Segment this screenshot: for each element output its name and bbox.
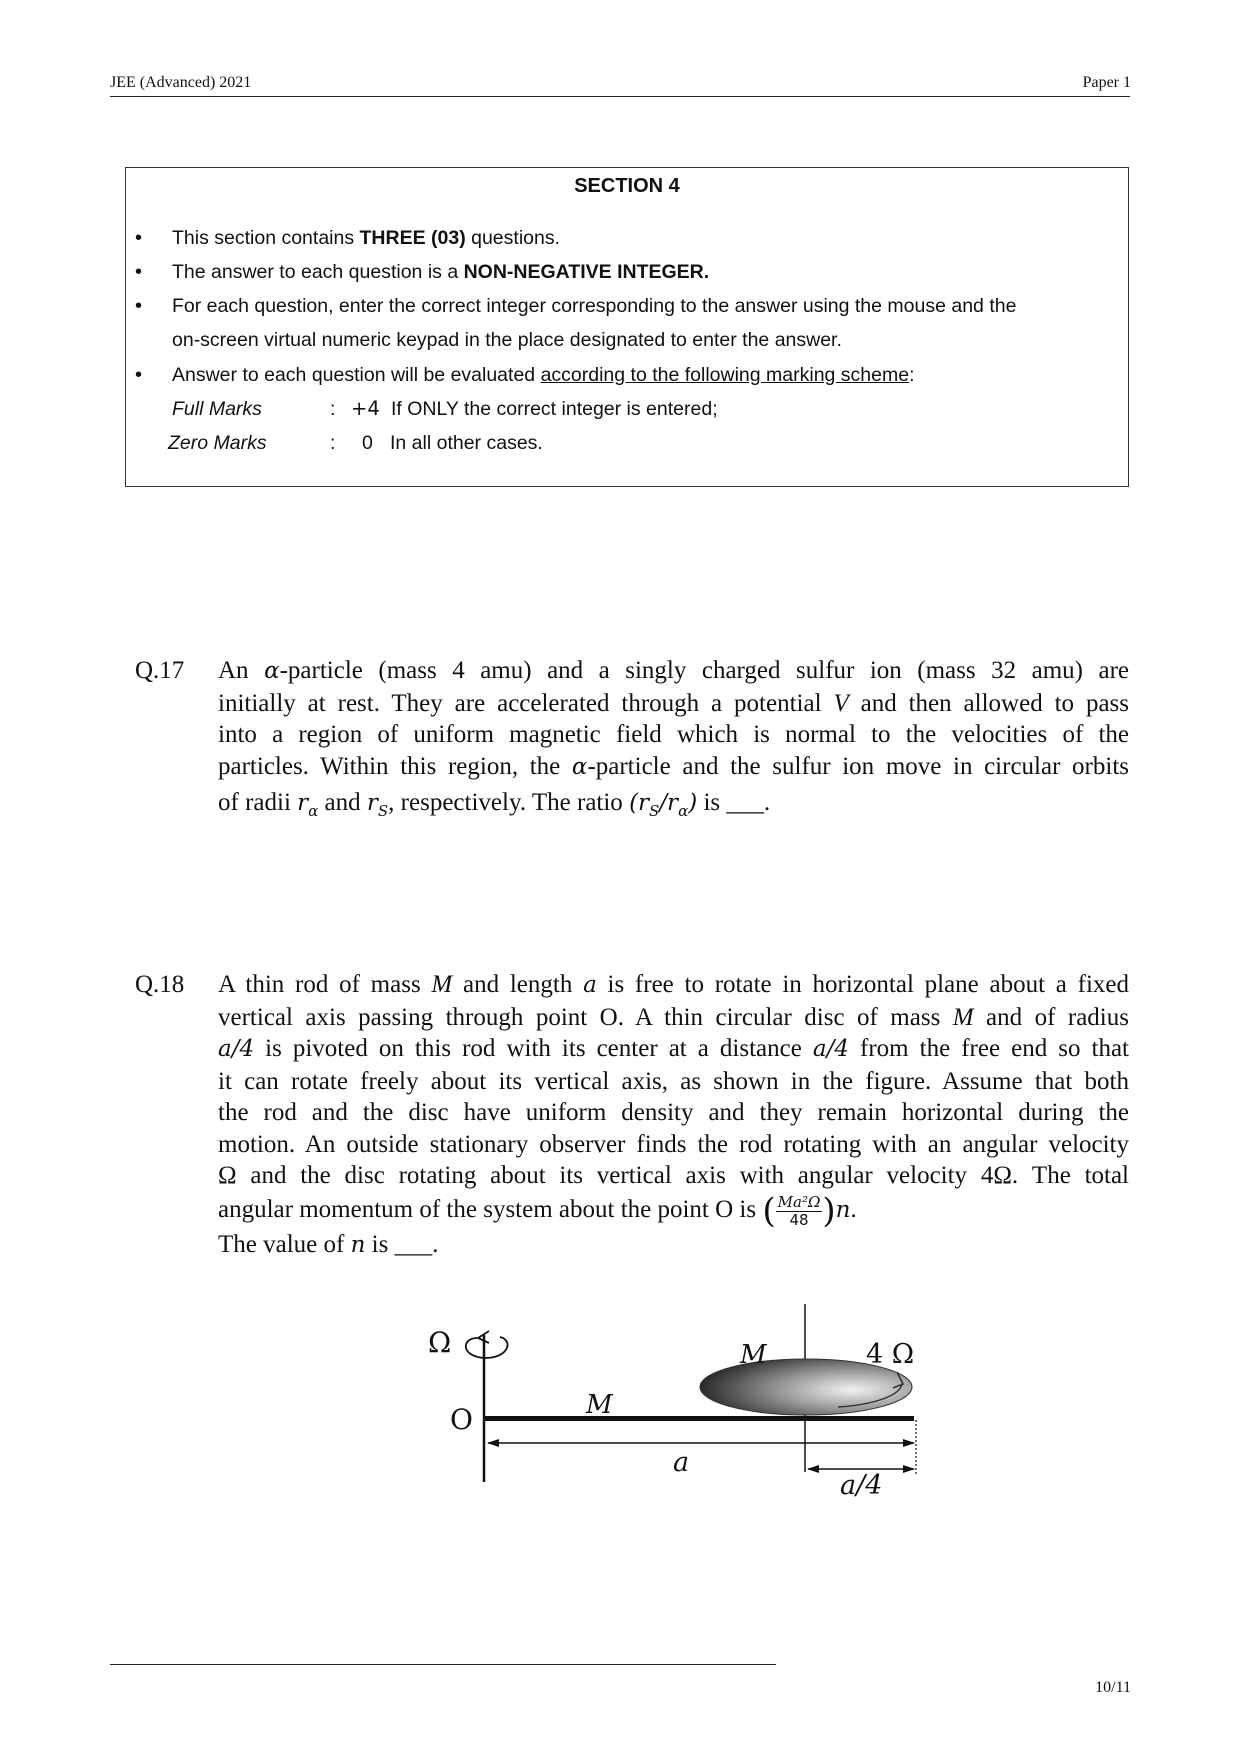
q18-line-7: Ω and the disc rotating about its vertical axis with angular velocity 4Ω. The total <box>218 1162 1129 1189</box>
length-a4-label: a/4 <box>840 1470 883 1501</box>
rod <box>484 1416 914 1421</box>
point-o-label: O <box>450 1403 473 1436</box>
q17-line-3: into a region of uniform magnetic field which is normal to the velocities of the <box>218 721 1129 748</box>
q17-line-2: initially at rest. They are accelerated through a potential V and then allowed to pass <box>218 689 1129 717</box>
omega-label: Ω <box>428 1326 452 1359</box>
q17-line-5: of radii $r_\alpha$ and $r_S$, respectively. The ratio $(r_S/r_\alpha)$ is ___. <box>218 789 771 820</box>
bullet-icon: • <box>135 295 143 317</box>
q18-line-6: motion. An outside stationary observer finds the rod rotating with an angular velocity <box>218 1130 1129 1158</box>
q18-line-5: the rod and the disc have uniform density and they remain horizontal during the <box>218 1099 1129 1126</box>
instruction-1: This section contains THREE (03) questions. <box>172 227 561 249</box>
fraction: $\frac{\text{Ma²Ω}}{48}$ <box>777 1192 821 1229</box>
exam-title: JEE (Advanced) 2021 <box>110 74 252 91</box>
length-a-label: a <box>673 1447 690 1478</box>
instruction-3: For each question, enter the correct integer corresponding to the answer using the mouse and the <box>172 295 1017 317</box>
section-title: SECTION 4 <box>574 175 680 197</box>
q18-line-1: A thin rod of mass M and length a is free to rotate in horizontal plane about a fixed <box>218 971 1129 998</box>
bullet-icon: • <box>135 227 143 249</box>
q18-line-9: The value of n is ___. <box>218 1230 439 1258</box>
paper-label: Paper 1 <box>1082 74 1131 91</box>
q17-line-4: particles. Within this region, the α-particle and the sulfur ion move in circular orbits <box>218 752 1129 780</box>
q18-line-2: vertical axis passing through point O. A thin circular disc of mass M and of radius <box>218 1003 1129 1031</box>
disc-mass-label: M <box>740 1340 767 1370</box>
instruction-3-cont: on-screen virtual numeric keypad in the place designated to enter the answer. <box>172 329 842 351</box>
q18-line-8: angular momentum of the system about the point O is ( $\frac{\text{Ma²Ω}}{48}$ )n. <box>218 1190 857 1231</box>
page-number: 10/11 <box>1095 1679 1131 1696</box>
omega-rotation-arrow <box>466 1337 508 1358</box>
instruction-2: The answer to each question is a NON-NEGATIVE INTEGER. <box>172 261 710 283</box>
rod-mass-label: M <box>586 1390 613 1420</box>
bullet-icon: • <box>135 364 143 386</box>
disc-omega-label: 4 Ω <box>866 1339 915 1370</box>
footer-rule <box>110 1664 776 1665</box>
q18-line-4: it can rotate freely about its vertical axis, as shown in the figure. Assume that both <box>218 1067 1129 1095</box>
question-number: Q.18 <box>135 971 185 998</box>
instruction-4: Answer to each question will be evaluated according to the following marking scheme: <box>172 364 915 386</box>
section-instructions-box: SECTION 4 • This section contains THREE (03) questions. • The answer to each question is a NON-NEGATIVE INTEGER. • For each question, enter the correct integer corresponding to the answer using the mouse and the on-screen virtual numeric keypad in the place designated to enter the answer. • Answer to each question will be evaluated according to the following marking scheme: Full Marks : +4 If ONLY the correct integer is entered; Zero Marks : 0 In all other cases. <box>125 167 1129 487</box>
q17-line-1: An α-particle (mass 4 amu) and a singly charged sulfur ion (mass 32 amu) are <box>218 657 1129 684</box>
question-number: Q.17 <box>135 657 185 684</box>
q18-line-3: a/4 is pivoted on this rod with its center at a distance a/4 from the free end so that <box>218 1035 1129 1062</box>
bullet-icon: • <box>135 261 143 283</box>
